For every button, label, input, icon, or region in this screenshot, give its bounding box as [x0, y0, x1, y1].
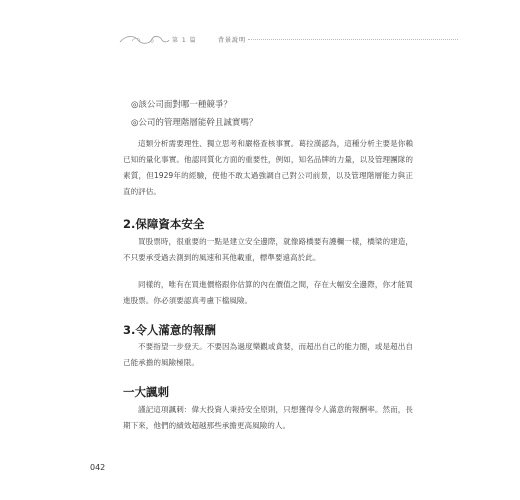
page-number: 042: [90, 463, 106, 472]
section-heading: 2.保障資本安全: [123, 217, 205, 231]
section-heading: 一大諷刺: [123, 385, 169, 399]
running-header: [118, 33, 458, 47]
body-paragraph: 謹記這項諷刺：偉大投資人秉持安全原則，只想獲得令人滿意的報酬率。然而，長期下來，他們的績效超越那些承擔更高風險的人。: [123, 405, 413, 430]
chapter-name: 背景說明: [218, 37, 247, 44]
body-paragraph: 不要指望一步登天。不要因為過度樂觀或貪婪，而超出自己的能力圈，或是超出自己能承擔的風險極限。: [123, 342, 413, 367]
body-paragraph: 同樣的，唯有在買進價格跟你估算的內在價值之間，存在大幅安全邊際，你才能買進股票。你必須要認真考慮下檔風險。: [123, 280, 413, 305]
question-item: ◎該公司面對哪一種競爭？: [131, 100, 232, 110]
header-dotted-rule: [248, 39, 458, 40]
body-paragraph: 買股票時，很重要的一點是建立安全邊際，就像路橋要有護欄一樣，橋梁的建造，不只要承受過去測到的風速和其他載重，標準要遠高於此。: [123, 237, 413, 262]
chapter-label: 第 1 篇: [172, 37, 197, 44]
question-item: ◎公司的管理階層能幹且誠實嗎？: [131, 118, 258, 128]
body-paragraph: 這類分析需要理性、獨立思考和嚴格查核事實。葛拉漢認為，這種分析主要是你賴已知的量化事實。他認同質化方面的重要性，例如，知名品牌的力量，以及管理團隊的素質，但1929年的經驗，使他不敢太過強調自己對公司前景，以及管理階層能力與正直的評估。: [123, 139, 413, 196]
flourish-ornament-icon: [118, 33, 170, 47]
section-heading: 3.令人滿意的報酬: [123, 323, 216, 337]
